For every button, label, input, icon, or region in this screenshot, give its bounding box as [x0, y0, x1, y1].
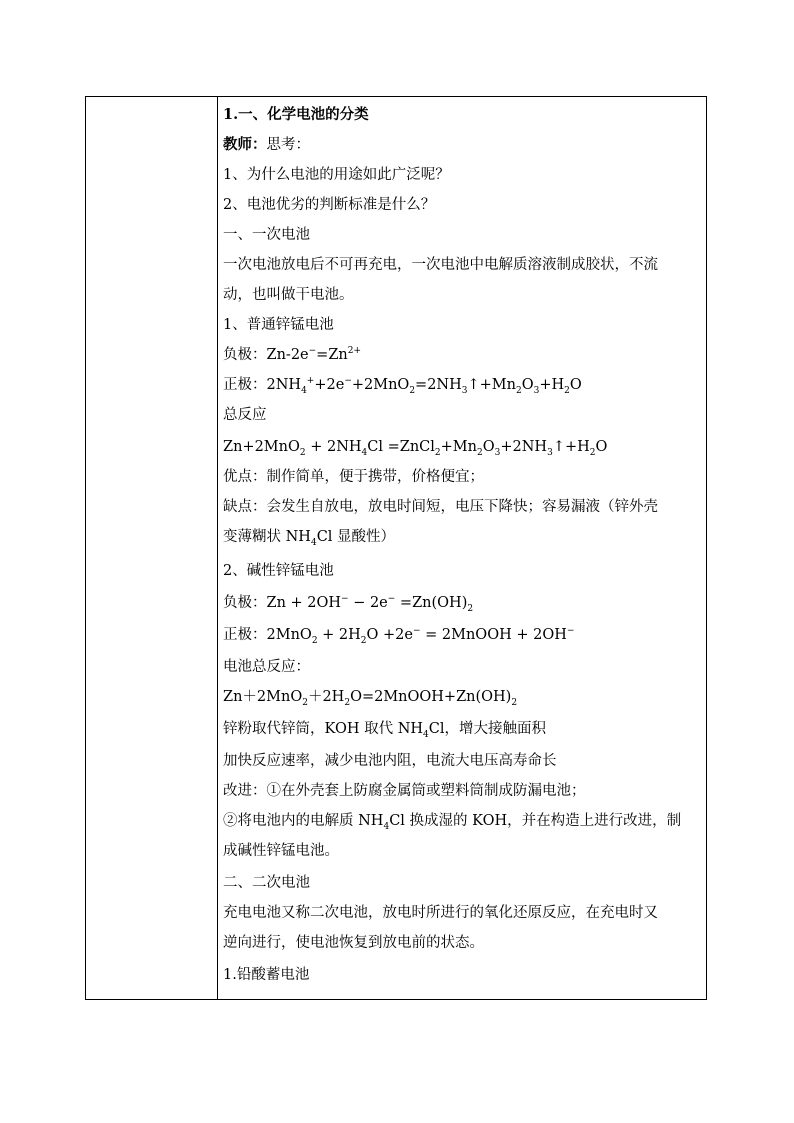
text-fragment: 正极：2MnO: [223, 627, 312, 643]
text-fragment: O +2e: [366, 627, 413, 643]
text-fragment: 2: [344, 697, 351, 708]
text-line-9: [223, 345, 700, 365]
text-fragment: ↑+H: [552, 439, 590, 455]
text-fragment: 1、为什么电池的用途如此广泛呢？: [223, 167, 450, 183]
text-fragment: 优点：制作简单，便于携带，价格便宜；: [223, 469, 484, 485]
text-fragment: −: [412, 626, 421, 637]
text-line-21: [223, 719, 700, 739]
content-column-cell: [219, 97, 706, 999]
text-fragment: O: [595, 439, 608, 455]
text-fragment: 1、普通锌锰电池: [223, 317, 334, 333]
text-fragment: 2: [477, 447, 483, 458]
text-line-6: [223, 255, 700, 275]
text-fragment: −: [566, 626, 575, 637]
text-fragment: 2: [409, 385, 416, 396]
text-fragment: 动，也叫做干电池。: [223, 287, 354, 303]
text-fragment: −: [344, 376, 352, 387]
text-fragment: +: [306, 376, 315, 387]
text-fragment: 4: [301, 385, 307, 396]
text-fragment: 4: [423, 729, 429, 740]
text-fragment: =Zn: [316, 347, 348, 363]
text-fragment: 2: [564, 385, 570, 396]
text-fragment: 负极：Zn-2e: [223, 347, 309, 363]
text-fragment: ②将电池内的电解质 NH: [223, 813, 384, 829]
text-fragment: 二、二次电池: [223, 875, 310, 891]
text-line-18: [223, 625, 700, 645]
text-fragment: 2: [515, 385, 522, 396]
text-fragment: Cl 显酸性）: [316, 529, 396, 545]
text-fragment: 锌粉取代锌筒，KOH 取代 NH: [223, 721, 424, 737]
text-fragment: 变薄糊状 NH: [223, 529, 311, 545]
text-fragment: +2e: [314, 377, 345, 393]
text-fragment: 2: [511, 697, 518, 708]
text-line-2: [223, 135, 700, 155]
text-fragment: 负极：Zn + 2OH: [223, 595, 342, 611]
text-fragment: 3: [461, 385, 468, 396]
text-fragment: − 2e: [348, 595, 388, 611]
text-line-29: [223, 965, 700, 985]
text-fragment: 2: [360, 635, 367, 646]
text-fragment: ＋2H: [307, 689, 345, 705]
text-fragment: −: [387, 594, 396, 605]
text-fragment: 2: [299, 447, 306, 458]
text-line-23: [223, 781, 700, 801]
text-fragment: 思考：: [266, 137, 310, 153]
text-fragment: 1.铅酸蓄电池: [223, 967, 310, 983]
text-fragment: = 2MnOOH + 2OH: [420, 627, 567, 643]
text-fragment: 4: [361, 447, 368, 458]
text-line-3: [223, 165, 700, 185]
text-fragment: 2: [467, 603, 474, 614]
text-fragment: Zn+2MnO: [223, 439, 300, 455]
text-fragment: +Mn: [440, 439, 477, 455]
text-fragment: 改进：①在外壳套上防腐金属筒或塑料筒制成防漏电池；: [223, 783, 586, 799]
text-fragment: +H: [539, 377, 565, 393]
text-line-24: [223, 811, 700, 831]
text-line-25: [223, 841, 700, 861]
text-fragment: 一次电池放电后不可再充电，一次电池中电解质溶液制成胶状，不流: [223, 257, 658, 273]
text-line-14: [223, 497, 700, 517]
text-fragment: O: [482, 439, 495, 455]
text-line-8: [223, 315, 700, 335]
text-line-7: [223, 285, 700, 305]
text-line-22: [223, 751, 700, 771]
text-line-17: [223, 593, 700, 613]
text-fragment: Cl，增大接触面积: [428, 721, 546, 737]
text-fragment: 2: [311, 635, 318, 646]
text-line-10: [223, 375, 700, 395]
lesson-table: [85, 96, 707, 1000]
text-fragment: 总反应: [223, 407, 267, 423]
text-fragment: Zn＋2MnO: [223, 689, 303, 705]
text-fragment: +2MnO: [351, 377, 410, 393]
text-fragment: ↑+Mn: [467, 377, 516, 393]
text-fragment: 4: [310, 537, 317, 548]
text-line-20: [223, 687, 700, 707]
text-fragment: 2: [434, 447, 441, 458]
text-fragment: 加快反应速率，减少电池内阻，电流大电压高寿命长: [223, 753, 557, 769]
text-fragment: −: [341, 594, 349, 605]
text-line-27: [223, 903, 700, 923]
text-line-12: [223, 437, 700, 457]
text-fragment: =Zn(OH): [395, 595, 468, 611]
text-line-16: [223, 561, 700, 581]
text-line-13: [223, 467, 700, 487]
text-line-15: [223, 527, 700, 547]
text-fragment: 3: [547, 447, 553, 458]
text-fragment: 缺点：会发生自放电，放电时间短，电压下降快；容易漏液（锌外壳: [223, 499, 658, 515]
text-fragment: 2、电池优劣的判断标准是什么？: [223, 197, 436, 213]
text-fragment: 充电电池又称二次电池，放电时所进行的氧化还原反应，在充电时又: [223, 905, 658, 921]
text-fragment: O: [569, 377, 582, 393]
text-fragment: O=2MnOOH+Zn(OH): [350, 689, 512, 705]
text-fragment: + 2H: [317, 627, 361, 643]
text-fragment: 成碱性锌锰电池。: [223, 843, 339, 859]
text-line-4: [223, 195, 700, 215]
text-fragment: 3: [494, 447, 501, 458]
left-column-cell: [86, 97, 218, 999]
text-line-28: [223, 933, 700, 953]
text-line-5: [223, 225, 700, 245]
text-fragment: 2+: [347, 346, 362, 357]
text-line-11: [223, 405, 700, 425]
text-line-1: [223, 105, 700, 125]
text-fragment: 一、一次电池: [223, 227, 310, 243]
text-fragment: 3: [533, 385, 540, 396]
text-fragment: Cl =ZnCl: [367, 439, 435, 455]
text-fragment: 电池总反应：: [223, 659, 310, 675]
text-fragment: 教师：: [223, 136, 267, 153]
text-fragment: 逆向进行，使电池恢复到放电前的状态。: [223, 935, 484, 951]
text-fragment: + 2NH: [305, 439, 362, 455]
text-fragment: 2、碱性锌锰电池: [223, 563, 334, 579]
text-fragment: −: [308, 346, 317, 357]
text-fragment: 正极：2NH: [223, 377, 302, 393]
text-line-19: [223, 657, 700, 677]
text-fragment: O: [521, 377, 534, 393]
text-line-26: [223, 873, 700, 893]
text-fragment: +2NH: [500, 439, 548, 455]
text-fragment: 2: [589, 447, 596, 458]
text-fragment: 2: [302, 697, 308, 708]
text-fragment: 1.一、化学电池的分类: [223, 106, 369, 123]
text-fragment: =2NH: [415, 377, 462, 393]
text-fragment: Cl 换成湿的 KOH，并在构造上进行改进，制: [389, 813, 682, 829]
text-fragment: 4: [383, 821, 390, 832]
